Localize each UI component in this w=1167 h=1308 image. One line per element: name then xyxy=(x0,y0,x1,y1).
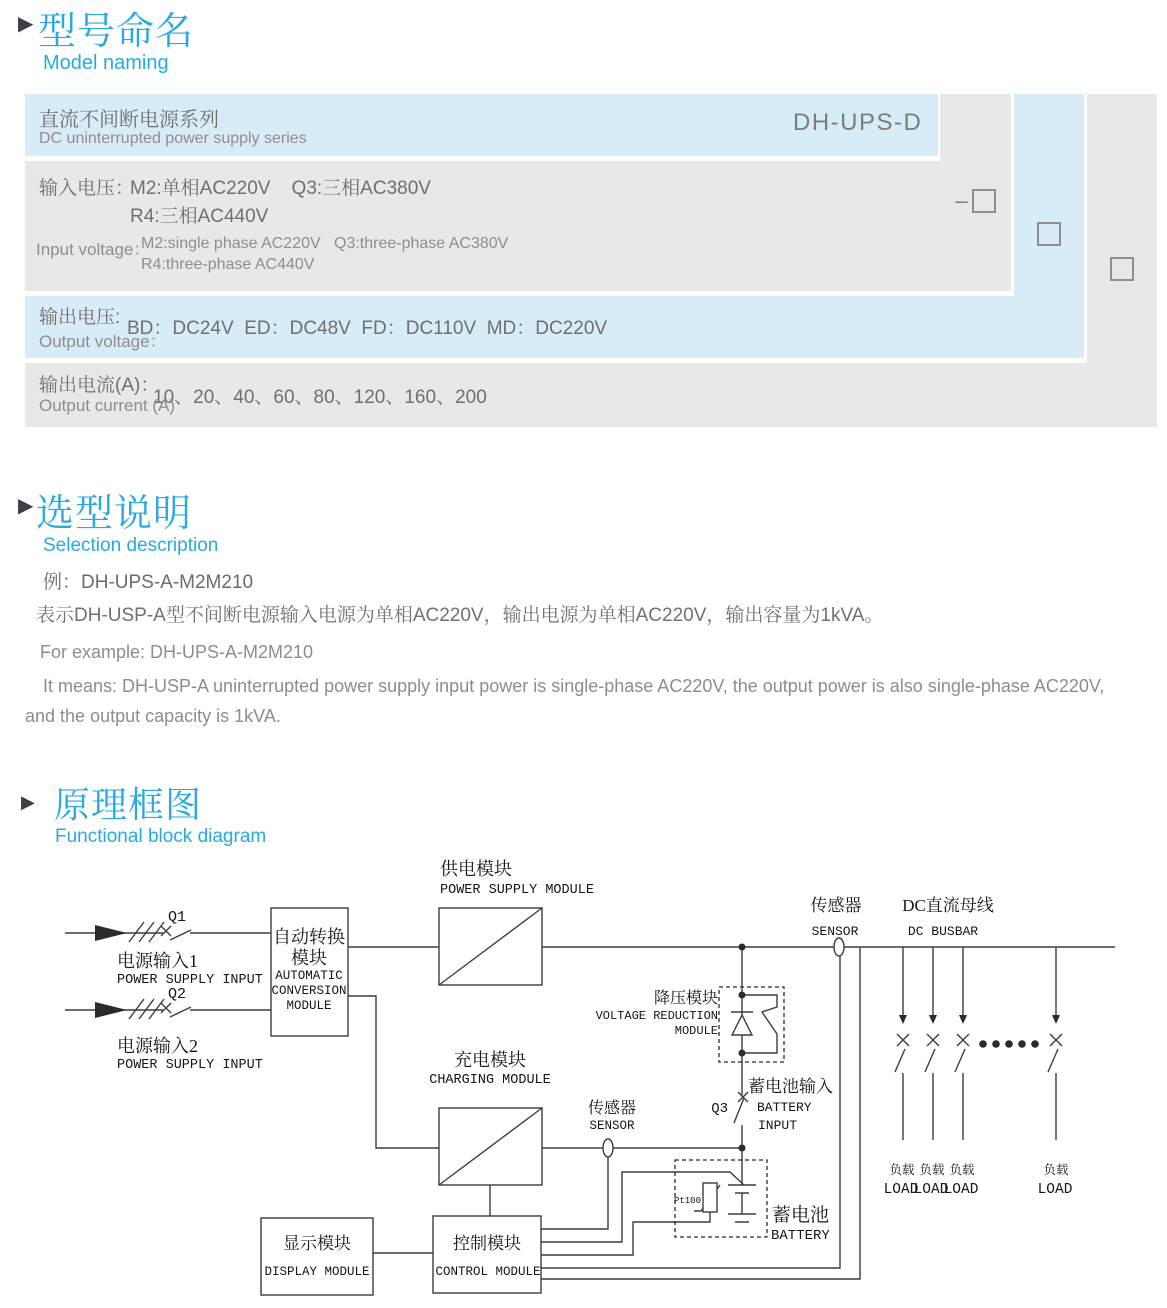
label-load1-cn: 负载 xyxy=(889,1163,915,1177)
label-auto-module-en2: CONVERSION xyxy=(271,984,347,998)
label-load3-en: LOAD xyxy=(943,1182,979,1198)
label-q2: Q2 xyxy=(168,986,187,1003)
output-current-value: 10、20、40、60、80、120、160、200 xyxy=(153,387,487,408)
label-auto-module-en3: MODULE xyxy=(286,999,332,1013)
input-voltage-cn-line1: M2:单相AC220V Q3:三相AC380V xyxy=(130,178,431,199)
section-subtitle-model-naming: Model naming xyxy=(43,52,169,74)
label-power-supply-module-en: POWER SUPPLY MODULE xyxy=(440,883,594,898)
label-sensor-bus-en: SENSOR xyxy=(811,924,859,939)
label-load3-cn: 负载 xyxy=(949,1163,975,1177)
output-current-label-cn: 输出电流(A)： xyxy=(39,375,160,396)
label-load1-en: LOAD xyxy=(883,1182,919,1198)
input-voltage-en-line1: M2:single phase AC220V Q3:three-phase AC380V xyxy=(141,235,509,252)
code-column-input xyxy=(940,94,1011,291)
label-input1-cn: 电源输入1 xyxy=(117,951,198,971)
selection-desc-en-line2: and the output capacity is 1kVA. xyxy=(25,706,281,726)
label-control-module-cn: 控制模块 xyxy=(453,1234,521,1253)
output-voltage-label-en: Output voltage： xyxy=(39,332,167,351)
label-auto-module-en1: AUTOMATIC xyxy=(275,969,343,983)
label-voltage-reduction-en1: VOLTAGE REDUCTION xyxy=(595,1009,718,1023)
table-row-series xyxy=(25,94,938,156)
label-load4-en: LOAD xyxy=(1037,1182,1073,1198)
code-box-icon xyxy=(1037,222,1061,246)
code-box-icon xyxy=(972,189,996,213)
table-row-output-voltage xyxy=(25,296,1083,358)
label-load2-en: LOAD xyxy=(913,1182,949,1198)
label-voltage-reduction-en2: MODULE xyxy=(674,1024,718,1038)
label-control-module-en: CONTROL MODULE xyxy=(435,1265,541,1279)
output-voltage-value: BD：DC24V ED：DC48V FD：DC110V MD：DC220V xyxy=(127,318,608,339)
label-sensor-charge-en: SENSOR xyxy=(589,1119,635,1133)
label-input2-cn: 电源输入2 xyxy=(117,1036,198,1056)
label-pt100: Pt100 xyxy=(673,1196,701,1206)
section-marker-icon: ▶ xyxy=(18,495,34,517)
label-voltage-reduction-cn: 降压模块 xyxy=(653,990,718,1007)
label-busbar-en: DC BUSBAR xyxy=(907,924,979,939)
label-charging-module-en: CHARGING MODULE xyxy=(429,1073,551,1088)
functional-block-diagram xyxy=(0,845,1167,1308)
label-battery-input-cn: 蓄电池输入 xyxy=(748,1077,833,1096)
output-current-label-en: Output current (A) xyxy=(39,396,176,415)
label-sensor-charge-cn: 传感器 xyxy=(587,1100,637,1117)
model-code: DH-UPS-D xyxy=(793,109,923,136)
label-auto-module-cn1: 自动转换 xyxy=(273,927,345,947)
label-power-supply-module-cn: 供电模块 xyxy=(440,859,512,879)
voltage-reduction-module-box xyxy=(719,987,784,1062)
diagram-arrows-and-dots xyxy=(95,925,1060,1152)
section-marker-icon: ▶ xyxy=(21,792,35,812)
label-battery-input-en2: INPUT xyxy=(758,1118,798,1133)
input2-arrow-icon xyxy=(95,1002,127,1018)
label-auto-module-cn2: 模块 xyxy=(291,948,327,968)
section-subtitle-selection: Selection description xyxy=(43,535,219,556)
section-subtitle-diagram: Functional block diagram xyxy=(55,826,267,847)
section-title-selection: 选型说明 xyxy=(36,493,193,535)
display-module-box xyxy=(261,1218,373,1295)
output-voltage-label-cn: 输出电压: xyxy=(39,307,121,328)
label-q1: Q1 xyxy=(168,909,187,926)
pt100-box xyxy=(703,1183,717,1212)
code-column-output-current xyxy=(1087,94,1157,427)
selection-desc-en-line1: It means: DH-USP-A uninterrupted power supply input power is single-phase AC220V, the output power is also single-phase AC220V, xyxy=(43,676,1105,696)
label-load2-cn: 负载 xyxy=(919,1163,945,1177)
code-box-icon xyxy=(1110,257,1134,281)
label-battery-input-en1: BATTERY xyxy=(757,1100,812,1115)
table-row-output-current xyxy=(25,363,1157,427)
section-marker-icon: ▶ xyxy=(18,13,34,35)
label-busbar-cn: DC直流母线 xyxy=(902,896,994,915)
label-sensor-bus-cn: 传感器 xyxy=(810,896,862,915)
label-display-module-en: DISPLAY MODULE xyxy=(264,1265,370,1279)
selection-example-en: For example: DH-UPS-A-M2M210 xyxy=(40,642,314,662)
input1-arrow-icon xyxy=(95,925,127,941)
label-charging-module-cn: 充电模块 xyxy=(454,1050,526,1070)
code-dash: – xyxy=(955,187,968,213)
series-name-en: DC uninterrupted power supply series xyxy=(39,130,307,147)
sensor-icon xyxy=(603,1139,613,1157)
code-column-output-voltage xyxy=(1014,94,1084,358)
label-q3: Q3 xyxy=(711,1101,728,1117)
label-input1-en: POWER SUPPLY INPUT xyxy=(117,973,263,988)
sensor-icon xyxy=(834,938,844,956)
control-module-box xyxy=(433,1216,541,1293)
label-battery-en: BATTERY xyxy=(771,1228,830,1244)
table-row-input-voltage xyxy=(25,161,1011,291)
input-voltage-cn-line2: R4:三相AC440V xyxy=(130,206,269,227)
label-load4-cn: 负载 xyxy=(1043,1163,1069,1177)
series-name-cn: 直流不间断电源系列 xyxy=(39,109,219,131)
section-title-model-naming: 型号命名 xyxy=(38,11,195,53)
section-title-diagram: 原理框图 xyxy=(54,784,203,825)
label-battery-cn: 蓄电池 xyxy=(772,1205,830,1226)
input-voltage-en-line2: R4:three-phase AC440V xyxy=(141,256,315,273)
diode-icon xyxy=(732,1015,752,1035)
label-input2-en: POWER SUPPLY INPUT xyxy=(117,1058,263,1073)
input-voltage-label-en: Input voltage： xyxy=(36,240,151,259)
selection-example-cn: 例：DH-UPS-A-M2M210 xyxy=(43,572,254,593)
selection-desc-cn: 表示DH-USP-A型不间断电源输入电源为单相AC220V，输出电源为单相AC220V，输出容量为1kVA。 xyxy=(36,605,884,626)
label-display-module-cn: 显示模块 xyxy=(283,1234,351,1253)
input-voltage-label-cn: 输入电压： xyxy=(39,178,135,199)
